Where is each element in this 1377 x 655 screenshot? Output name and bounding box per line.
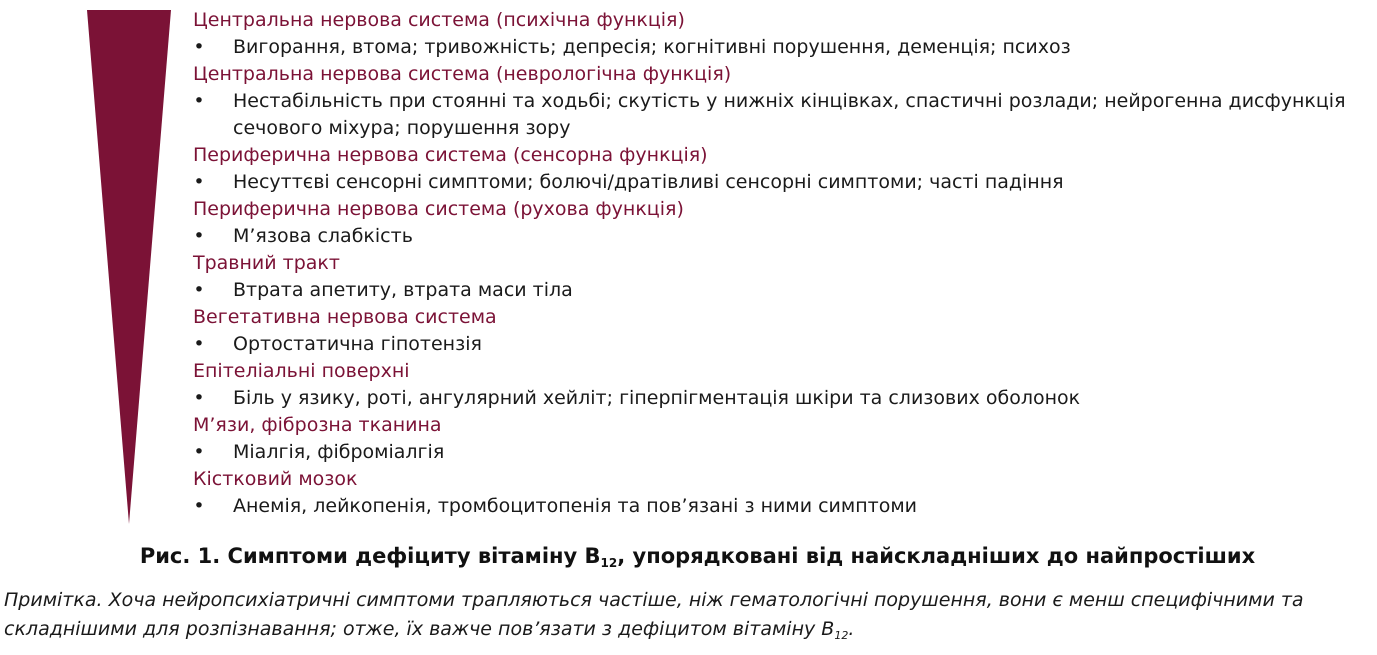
caption-subscript: 12	[600, 556, 618, 570]
symptom-item	[193, 223, 1353, 250]
figure-note	[4, 586, 1374, 644]
section-title: Периферична нервова система (сенсорна функція)	[193, 144, 708, 166]
note-end: .	[848, 618, 855, 640]
symptom-item	[193, 331, 1353, 358]
symptom-text: Нестабільність при стоянні та ходьбі; скутість у нижніх кінцівках, спастичні розлади; нейрогенна дисфункція сечового міхура; порушення зору	[233, 90, 1346, 139]
symptom-list	[193, 7, 1353, 520]
caption-rest: , упорядковані від найскладніших до найпростіших	[617, 544, 1256, 568]
section-title: Периферична нервова система (рухова функція)	[193, 198, 684, 220]
section-title: Центральна нервова система (психічна функція)	[193, 9, 685, 31]
section-title: Кістковий мозок	[193, 468, 358, 490]
bullet-icon: •	[193, 90, 205, 112]
symptom-text: Ортостатична гіпотензія	[233, 333, 482, 355]
complexity-gradient-wedge	[87, 10, 171, 524]
note-subscript: 12	[834, 629, 849, 642]
symptom-item	[193, 385, 1353, 412]
symptom-text: Несуттєві сенсорні симптоми; болючі/дратівливі сенсорні симптоми; часті падіння	[233, 171, 1064, 193]
symptom-item	[193, 34, 1353, 61]
bullet-icon: •	[193, 171, 205, 193]
note-text: Примітка. Хоча нейропсихіатричні симптоми трапляються частіше, ніж гематологічні порушення, вони є менш специфічними та складнішими для розпізнавання; отже, їх важче пов’язати з дефіцитом вітаміну В	[4, 589, 1304, 640]
symptom-item	[193, 88, 1353, 142]
section-title: М’язи, фіброзна тканина	[193, 414, 442, 436]
bullet-icon: •	[193, 441, 205, 463]
wedge-shape	[87, 10, 171, 524]
symptom-text: М’язова слабкість	[233, 225, 413, 247]
symptom-item	[193, 169, 1353, 196]
caption-main: Рис. 1. Симптоми дефіциту вітаміну В	[139, 544, 601, 568]
figure-caption	[0, 544, 1377, 568]
section-title: Центральна нервова система (неврологічна функція)	[193, 63, 732, 85]
bullet-icon: •	[193, 387, 205, 409]
symptom-text: Анемія, лейкопенія, тромбоцитопенія та пов’язані з ними симптоми	[233, 495, 918, 517]
bullet-icon: •	[193, 279, 205, 301]
symptom-item	[193, 493, 1353, 520]
section-title: Вегетативна нервова система	[193, 306, 497, 328]
symptom-text: Біль у язику, роті, ангулярний хейліт; гіперпігментація шкіри та слизових оболонок	[233, 387, 1081, 409]
bullet-icon: •	[193, 225, 205, 247]
bullet-icon: •	[193, 333, 205, 355]
symptom-text: Втрата апетиту, втрата маси тіла	[233, 279, 573, 301]
symptom-text: Міалгія, фіброміалгія	[233, 441, 445, 463]
symptom-text: Вигорання, втома; тривожність; депресія; когнітивні порушення, деменція; психоз	[233, 36, 1071, 58]
symptom-item	[193, 439, 1353, 466]
bullet-icon: •	[193, 495, 205, 517]
section-title: Епітеліальні поверхні	[193, 360, 410, 382]
bullet-icon: •	[193, 36, 205, 58]
symptom-item	[193, 277, 1353, 304]
section-title: Травний тракт	[193, 252, 340, 274]
